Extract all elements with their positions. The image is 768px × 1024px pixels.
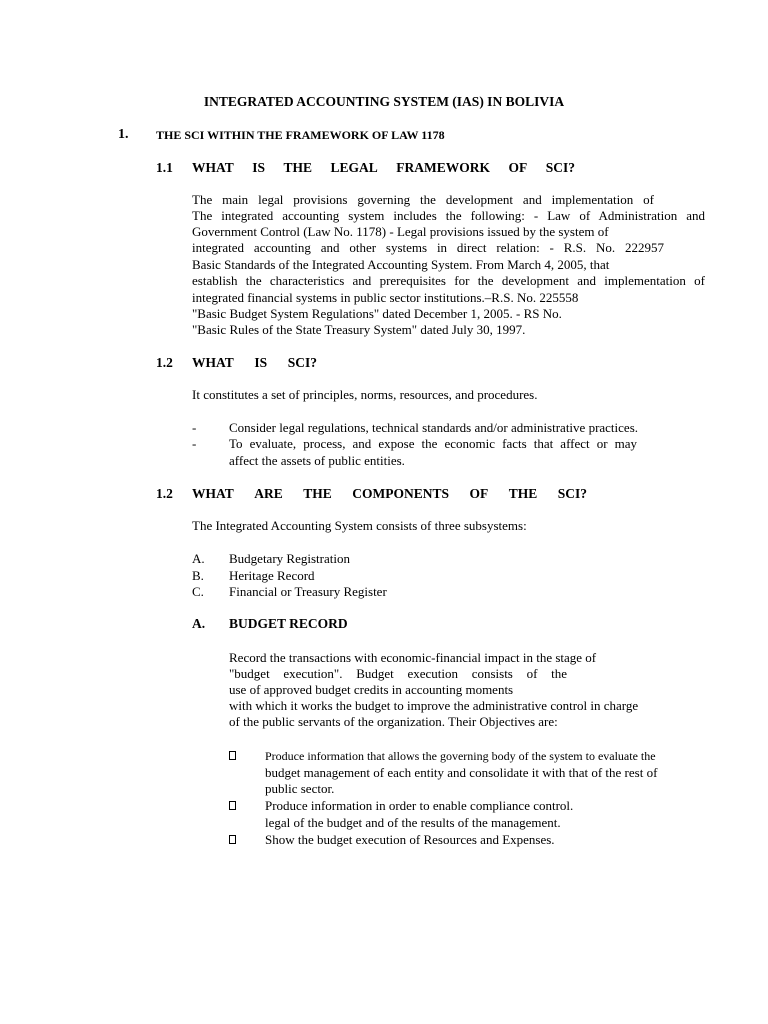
list-item: Heritage Record [229, 568, 315, 583]
heading-word: THE [508, 486, 538, 501]
subsection-heading [192, 160, 575, 176]
checkbox-icon [229, 748, 236, 764]
checkbox-icon [229, 832, 236, 848]
bullet-marker: - [192, 420, 197, 435]
objective-text: Produce information in order to enable compliance control. [265, 798, 574, 813]
paragraph-line: It constitutes a set of principles, norms, resources, and procedures. [192, 387, 538, 402]
heading-word: IS [252, 160, 266, 175]
heading-word: WHAT [192, 160, 234, 175]
paragraph-line: The integrated accounting system includes the following: - Law of Administration and [192, 208, 705, 223]
list-marker: A. [192, 551, 205, 566]
checkbox-icon [229, 798, 236, 814]
bullet-text: To evaluate, process, and expose the economic facts that affect or may [229, 436, 637, 451]
paragraph-line: "Basic Rules of the State Treasury System" dated July 30, 1997. [192, 322, 526, 337]
heading-word: SCI? [287, 355, 317, 370]
heading-word: THE [283, 160, 313, 175]
bullet-text: Consider legal regulations, technical standards and/or administrative practices. [229, 420, 639, 435]
subsection-number: 1.2 [156, 355, 173, 370]
subsection-number: 1.2 [156, 486, 173, 501]
paragraph-line: establish the characteristics and prerequisites for the development and implementation of [192, 273, 705, 288]
paragraph-line: of the public servants of the organization. Their Objectives are: [229, 714, 558, 729]
paragraph-line: integrated financial systems in public sector institutions.–R.S. No. 225558 [192, 290, 579, 305]
list-item: Financial or Treasury Register [229, 584, 387, 599]
objective-text: budget management of each entity and consolidate it with that of the rest of [265, 765, 658, 780]
paragraph-line: The Integrated Accounting System consists of three subsystems: [192, 518, 527, 533]
paragraph-line: with which it works the budget to improve the administrative control in charge [229, 698, 639, 713]
paragraph-line: "budget execution". Budget execution consists of the [229, 666, 567, 681]
objective-text: public sector. [265, 781, 335, 796]
paragraph-line: Government Control (Law No. 1178) - Legal provisions issued by the system of [192, 224, 609, 239]
subsection-heading [192, 486, 587, 502]
paragraph-line: integrated accounting and other systems in direct relation: - R.S. No. 222957 [192, 240, 664, 255]
document-title: INTEGRATED ACCOUNTING SYSTEM (IAS) IN BOLIVIA [203, 94, 565, 109]
subheading-marker: A. [192, 616, 206, 631]
list-item: Budgetary Registration [229, 551, 350, 566]
paragraph-line: Record the transactions with economic-financial impact in the stage of [229, 650, 597, 665]
bullet-text: affect the assets of public entities. [229, 453, 405, 468]
paragraph-line: use of approved budget credits in accounting moments [229, 682, 514, 697]
heading-word: FRAMEWORK [396, 160, 490, 175]
heading-word: LEGAL [330, 160, 378, 175]
section-number: 1. [118, 127, 129, 142]
heading-word: COMPONENTS [352, 486, 450, 501]
heading-word: ARE [254, 486, 283, 501]
section-heading: THE SCI WITHIN THE FRAMEWORK OF LAW 1178 [156, 128, 445, 142]
heading-word: WHAT [192, 355, 234, 370]
subsection-number: 1.1 [156, 160, 173, 175]
heading-word: SCI? [545, 160, 575, 175]
objective-text: Show the budget execution of Resources and Expenses. [265, 832, 555, 847]
bullet-marker: - [192, 436, 197, 451]
heading-word: OF [469, 486, 489, 501]
subheading: BUDGET RECORD [229, 616, 348, 631]
heading-word: THE [303, 486, 332, 501]
heading-word: IS [254, 355, 268, 370]
heading-word: SCI? [557, 486, 587, 501]
heading-word: OF [508, 160, 528, 175]
list-marker: B. [192, 568, 204, 583]
paragraph-line: Basic Standards of the Integrated Accounting System. From March 4, 2005, that [192, 257, 610, 272]
list-marker: C. [192, 584, 204, 599]
objective-text: legal of the budget and of the results of the management. [265, 815, 561, 830]
paragraph-line: "Basic Budget System Regulations" dated December 1, 2005. - RS No. [192, 306, 562, 321]
paragraph-line: The main legal provisions governing the development and implementation of [192, 192, 654, 207]
subsection-heading [192, 355, 317, 371]
heading-word: WHAT [192, 486, 234, 501]
objective-text: Produce information that allows the governing body of the system to evaluate the [265, 749, 656, 763]
